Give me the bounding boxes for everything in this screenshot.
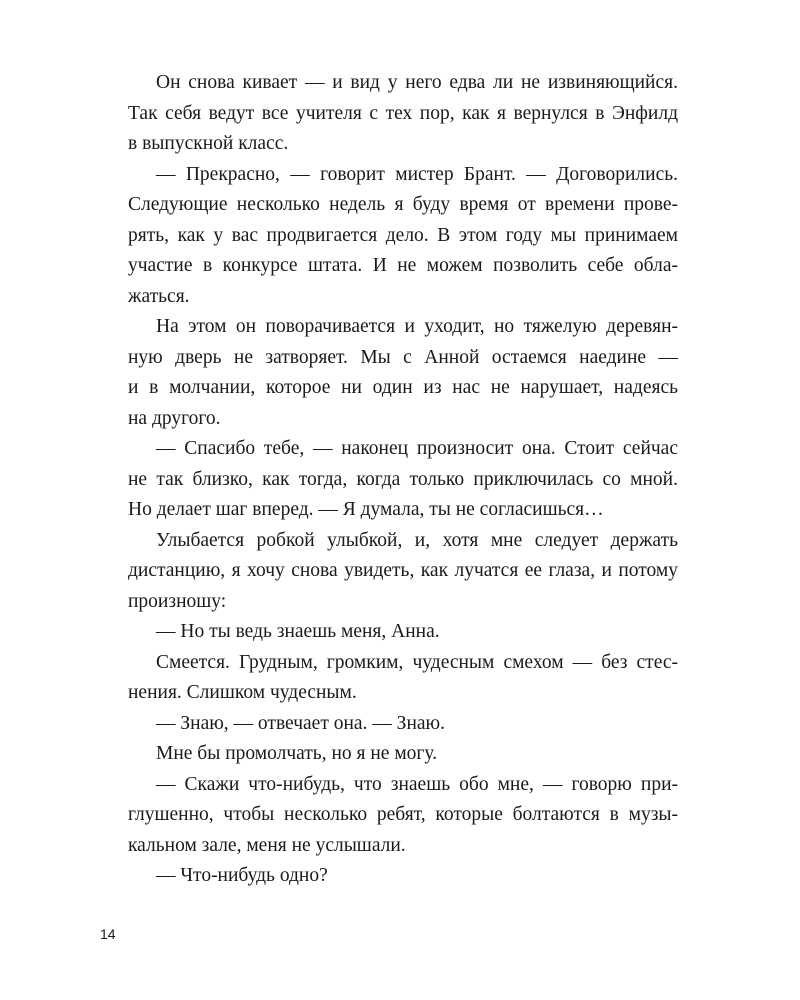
page-number: 14 <box>100 926 116 942</box>
paragraph <box>100 68 678 160</box>
text-line: дистанцию, я хочу снова увидеть, как лучатся ее глаза, и потому <box>128 560 678 581</box>
text-line: Он снова кивает — и вид у него едва ли не извиняющийся. <box>156 72 678 93</box>
paragraph <box>100 312 678 434</box>
text-line: ную дверь не затворяет. Мы с Анной остаемся наедине — <box>128 346 678 368</box>
paragraph <box>100 739 678 770</box>
text-line: на другого. <box>128 407 221 429</box>
text-line: Смеется. Грудным, громким, чудесным смехом — без стес- <box>156 651 678 673</box>
text-line: участие в конкурсе штата. И не можем позволить себе облa- <box>128 255 678 276</box>
text-line: — Что-нибудь одно? <box>156 865 328 886</box>
text-line: произношу: <box>128 590 227 612</box>
text-line: — Знаю, — отвечает она. — Знаю. <box>156 712 445 734</box>
dialogue-paragraph <box>100 770 678 862</box>
text-line: Так себя ведут все учителя с тех пор, как я вернулся в Энфилд <box>128 102 678 124</box>
dialogue-paragraph <box>100 709 678 740</box>
text-line: рять, как у вас продвигается дело. В этом году мы принимаем <box>128 224 678 246</box>
dialogue-paragraph <box>100 160 678 313</box>
text-line: нения. Слишком чудесным. <box>128 682 357 703</box>
text-line: — Спасибо тебе, — наконец произносит она. Стоит сейчас <box>156 438 678 459</box>
text-line: — Скажи что-нибудь, что знаешь обо мне, — говорю при- <box>156 773 678 795</box>
text-line: глушенно, чтобы несколько ребят, которые болтаются в музы- <box>128 804 678 825</box>
book-page-text <box>100 68 678 892</box>
text-line: в выпускной класс. <box>128 133 289 154</box>
text-line: Мне бы промолчать, но я не могу. <box>156 743 438 764</box>
dialogue-paragraph <box>100 434 678 526</box>
dialogue-paragraph <box>100 617 678 648</box>
text-line: жаться. <box>128 285 190 307</box>
paragraph <box>100 526 678 618</box>
text-line: Но делает шаг вперед. — Я думала, ты не согласишься… <box>128 499 604 520</box>
text-line: — Но ты ведь знаешь меня, Анна. <box>156 621 440 642</box>
paragraph <box>100 648 678 709</box>
text-line: Улыбается робкой улыбкой, и, хотя мне следует держать <box>156 529 678 551</box>
text-line: — Прекрасно, — говорит мистер Брант. — Договорились. <box>156 163 678 185</box>
text-line: и в молчании, которое ни один из нас не нарушает, надеясь <box>128 377 678 398</box>
text-line: Следующие несколько недель я буду время от времени прове- <box>128 194 678 215</box>
dialogue-paragraph <box>100 861 678 892</box>
text-line: не так близко, как тогда, когда только приключилась со мной. <box>128 468 678 490</box>
text-line: На этом он поворачивается и уходит, но тяжелую деревян- <box>156 316 678 337</box>
text-line: кальном зале, меня не услышали. <box>128 834 406 856</box>
